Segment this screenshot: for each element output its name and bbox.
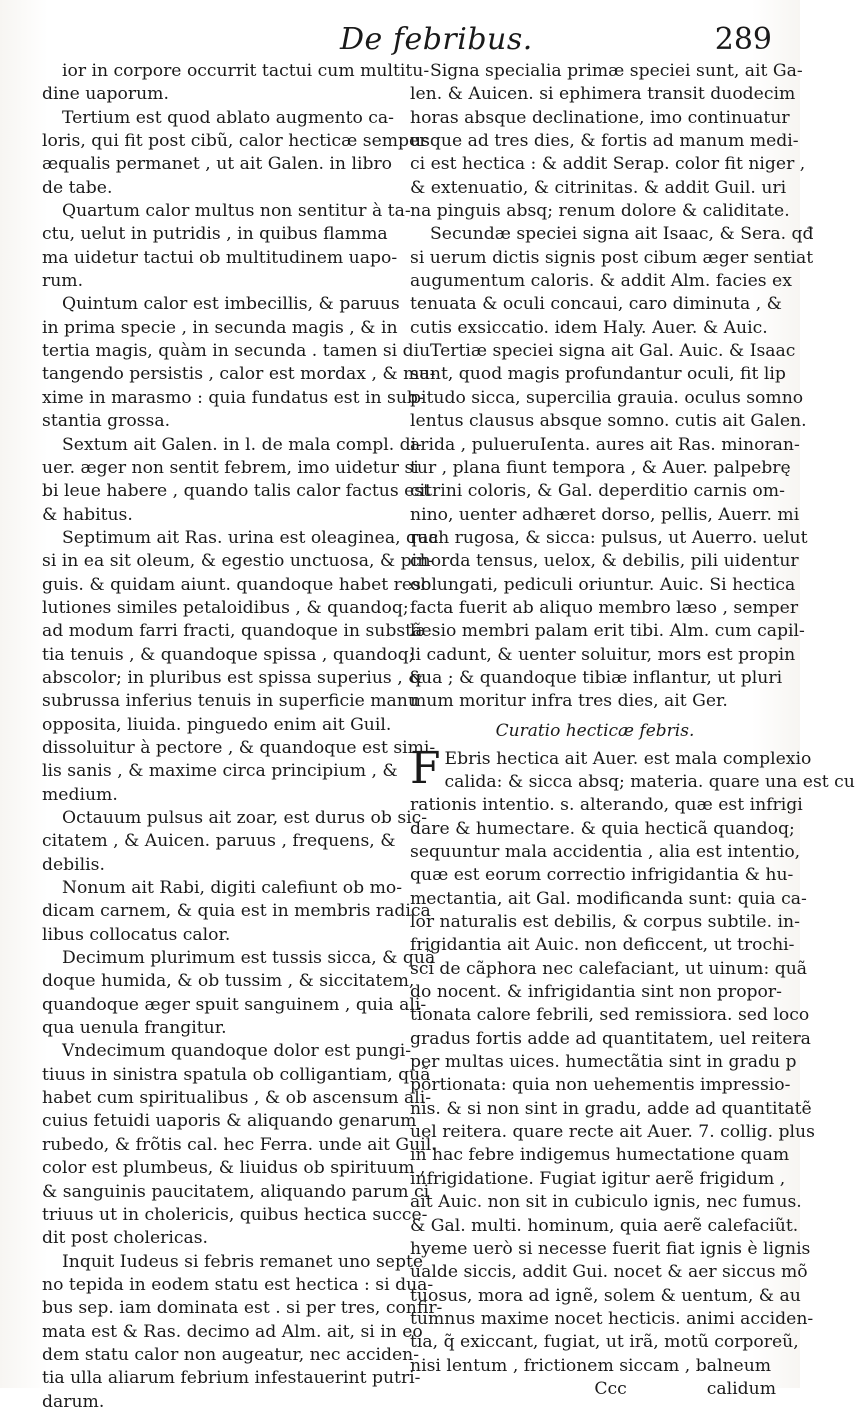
text-line: mectantia, ait Gal. modificanda sunt: quia ca- xyxy=(410,888,807,909)
text-line: lentus clausus absque somno. cutis ait Galen. xyxy=(410,411,807,432)
text-line: darum. xyxy=(42,1391,105,1412)
text-line: loris, qui fit post cibũ, calor hecticæ semper xyxy=(42,131,428,152)
text-line: rum. xyxy=(42,271,84,292)
text-line: sequuntur mala accidentia , alia est intentio, xyxy=(410,842,801,862)
text-line: infrigidatione. Fugiat igitur aerẽ frigidum , xyxy=(410,1168,786,1189)
text-line: Secundæ speciei signa ait Isaac, & Sera. qđ xyxy=(430,224,814,245)
text-line: lor naturalis est debilis, & corpus subtile. in- xyxy=(410,912,800,933)
text-line: tertia magis, quàm in secunda . tamen si diu xyxy=(42,341,431,362)
text-line: hyeme uerò si necesse fuerit fiat ignis è lignis xyxy=(410,1238,811,1259)
text-line: Nonum ait Rabi, digiti calefiunt ob mo- xyxy=(62,878,403,899)
text-line: Decimum plurimum est tussis sicca, & quã xyxy=(62,948,436,969)
text-line: ctu, uelut in putridis , in quibus flamma xyxy=(42,224,388,245)
text-line: in prima specie , in secunda magis , & in xyxy=(42,317,398,338)
text-line: opposita, liuida. pinguedo enim ait Guil. xyxy=(42,714,392,735)
text-line: dit post cholericas. xyxy=(42,1228,208,1249)
text-line: xime in marasmo : quia fundatus est in sub- xyxy=(42,387,424,408)
text-line: len. & Auicen. si ephimera transit duodecim xyxy=(410,84,796,105)
text-line: rach rugosa, & sicca: pulsus, ut Auerro. uelut xyxy=(410,527,808,548)
text-line: Tertium est quod ablato augmento ca- xyxy=(62,107,394,128)
paragraph xyxy=(410,340,808,714)
text-line: rubedo, & frõtis cal. hec Ferra. unde ait Guil. xyxy=(42,1134,437,1155)
text-line: qua ; & quandoque tibiæ inflantur, ut pluri xyxy=(410,667,783,688)
text-line: dine uaporum. xyxy=(42,84,169,105)
page-header xyxy=(0,22,800,62)
text-line: Signa specialia primæ speciei sunt, ait Ga- xyxy=(430,61,803,81)
text-line: Quartum calor multus non sentitur à ta- xyxy=(62,201,411,222)
text-line: do nocent. & infrigidantia sint non propor- xyxy=(410,982,782,1003)
text-line: abscolor; in pluribus est spissa superius , & xyxy=(42,667,424,688)
text-line: Octauum pulsus ait zoar, est durus ob sic- xyxy=(62,808,428,828)
text-line: Tertiæ speciei signa ait Gal. Auic. & Isaac xyxy=(430,341,796,362)
paragraph xyxy=(42,527,439,807)
text-line: tangendo persistis , calor est mordax , & ma- xyxy=(42,364,436,385)
paragraph xyxy=(42,807,428,877)
text-line: dare & humectare. & quia hecticã quandoq; xyxy=(410,818,795,839)
paragraph xyxy=(42,200,412,293)
text-line: ma uidetur tactui ob multitudinem uapo- xyxy=(42,247,398,268)
text-line: & sanguinis paucitatem, aliquando parum ci xyxy=(42,1181,430,1202)
text-line: Septimum ait Ras. urina est oleaginea, qua xyxy=(62,527,439,548)
text-line: nino, uenter adhæret dorso, pellis, Auerr. mi xyxy=(410,504,800,525)
text-line: ad modum farri fracti, quandoque in substã xyxy=(42,621,423,642)
text-line: quandoque æger spuit sanguinem , quia ali- xyxy=(42,994,427,1015)
text-line: tia ulla aliarum febrium infestauerint putri- xyxy=(42,1368,421,1389)
text-line: quæ est eorum correctio infrigidantia & hu- xyxy=(410,865,794,886)
text-line: sunt, quod magis profundantur oculi, fit lip xyxy=(410,364,786,385)
paragraph xyxy=(42,434,431,527)
text-line: mata est & Ras. decimo ad Alm. ait, si in eo xyxy=(42,1321,423,1342)
text-line: dicam carnem, & quia est in membris radica xyxy=(42,901,431,922)
text-line: citatem , & Auicen. paruus , frequens, & xyxy=(42,831,396,852)
text-line: no tepida in eodem statu est hectica : si dua- xyxy=(42,1274,434,1295)
text-line: na pinguis absq; renum dolore & caliditate. xyxy=(410,201,790,222)
running-title: De febribus. xyxy=(340,22,533,57)
paragraph xyxy=(410,223,814,340)
text-line: habet cum spiritualibus , & ob ascensum ali- xyxy=(42,1088,432,1109)
text-line: guis. & quidam aiunt. quandoque habet reso xyxy=(42,574,432,595)
text-line: tenuata & oculi concaui, caro diminuta , & xyxy=(410,294,782,315)
text-line: de tabe. xyxy=(42,177,113,198)
text-line: nisi lentum , frictionem siccam , balneum xyxy=(410,1355,772,1376)
signature-line xyxy=(410,1378,780,1401)
text-line: & Gal. multi. hominum, quia aerẽ calefaciũt. xyxy=(410,1215,799,1236)
text-line: tur , plana fiunt tempora , & Auer. palpebrę xyxy=(410,457,791,478)
text-line: æqualis permanet , ut ait Galen. in libro xyxy=(42,154,393,175)
text-line: gradus fortis adde ad quantitatem, uel reitera xyxy=(410,1028,811,1049)
text-line: ci est hectica : & addit Serap. color fit niger , xyxy=(410,154,806,175)
text-line: uel reitera. quare recte ait Auer. 7. collig. plus xyxy=(410,1122,815,1143)
text-line: ualde siccis, addit Gui. nocet & aer siccus mõ xyxy=(410,1262,808,1283)
catchword: calidum xyxy=(706,1378,776,1399)
text-line: subrussa inferius tenuis in superficie manu xyxy=(42,691,419,712)
text-line: & habitus. xyxy=(42,504,133,525)
text-line: læsio membri palam erit tibi. Alm. cum capil- xyxy=(410,621,805,642)
initial-letter: F xyxy=(410,742,441,794)
text-line: Ebris hectica ait Auer. est mala complexio xyxy=(444,748,812,769)
text-line: bus sep. iam dominata est . si per tres, confir- xyxy=(42,1298,443,1319)
text-line: Inquit Iudeus si febris remanet uno septe xyxy=(62,1251,424,1272)
text-line: & extenuatio, & citrinitas. & addit Guil. uri xyxy=(410,177,787,198)
text-line: tia, q̃ exiccant, fugiat, ut irã, motũ corporeũ, xyxy=(410,1332,799,1353)
text-line: cuius fetuidi uaporis & aliquando genarum xyxy=(42,1111,417,1132)
text-line: sci de cãphora nec calefaciant, ut uinum: quã xyxy=(410,958,808,979)
section-heading: Curatio hecticæ febris. xyxy=(495,720,695,741)
text-line: cutis exsiccatio. idem Haly. Auer. & Auic. xyxy=(410,317,768,338)
text-line: si in ea sit oleum, & egestio unctuosa, & pin- xyxy=(42,551,435,572)
text-line: tia tenuis , & quandoque spissa , quandoq; xyxy=(42,644,415,665)
paragraph xyxy=(42,293,436,433)
page-number: 289 xyxy=(714,22,772,57)
text-line: tionata calore febrili, sed remissiora. sed loco xyxy=(410,1005,810,1026)
text-line: Vndecimum quandoque dolor est pungi- xyxy=(62,1041,412,1062)
right-column xyxy=(410,60,855,1401)
text-line: lutiones similes petaloidibus , & quandoq; xyxy=(42,597,409,618)
paragraph xyxy=(42,1040,437,1250)
text-line: nis. & si non sint in gradu, adde ad quantitatẽ xyxy=(410,1098,812,1119)
text-line: mum moritur infra tres dies, ait Ger. xyxy=(410,691,728,712)
text-line: triuus ut in cholericis, quibus hectica succe- xyxy=(42,1204,428,1225)
text-line: qua uenula frangitur. xyxy=(42,1018,227,1039)
text-line: horas absque declinatione, imo continuatur xyxy=(410,107,790,128)
text-line: uer. æger non sentit febrem, imo uidetur si xyxy=(42,457,419,478)
text-line: citrini coloris, & Gal. deperditio carnis om- xyxy=(410,481,785,502)
paragraph xyxy=(42,947,436,1040)
text-line: Quintum calor est imbecillis, & paruus xyxy=(62,294,400,315)
paragraph xyxy=(410,60,806,223)
text-line: stantia grossa. xyxy=(42,411,171,432)
text-line: color est plumbeus, & liuidus ob spirituum , xyxy=(42,1158,426,1179)
text-line: calida: & sicca absq; materia. quare una est cu xyxy=(444,771,855,792)
text-line: bi leue habere , quando talis calor factus est xyxy=(42,481,431,502)
signature-mark: Ccc xyxy=(594,1378,627,1399)
text-line: in hac febre indigemus humectatione quam xyxy=(410,1145,790,1166)
text-line: Sextum ait Galen. in l. de mala compl. di- xyxy=(62,434,422,455)
text-line: ait Auic. non sit in cubiculo ignis, nec fumus. xyxy=(410,1192,802,1213)
paragraph xyxy=(42,877,431,947)
text-line: rationis intentio. s. alterando, quæ est infrigi xyxy=(410,795,803,816)
text-line: facta fuerit ab aliquo membro læso , semper xyxy=(410,597,799,618)
text-line: tuosus, mora ad ignẽ, solem & uentum, & au xyxy=(410,1285,801,1306)
text-line: portionata: quia non uehementis impressio- xyxy=(410,1075,791,1096)
text-line: chorda tensus, uelox, & debilis, pili uidentur xyxy=(410,551,799,572)
text-line: libus collocatus calor. xyxy=(42,924,231,945)
text-line: usque ad tres dies, & fortis ad manum medi- xyxy=(410,131,799,152)
text-line: arida , pulueruIenta. aures ait Ras. minoran- xyxy=(410,434,800,455)
text-line: tumnus maxime nocet hecticis. animi acciden- xyxy=(410,1308,814,1329)
text-line: si uerum dictis signis post cibum æger sentiat xyxy=(410,247,814,268)
paragraph xyxy=(42,107,428,200)
text-line: lis sanis , & maxime circa principium , & xyxy=(42,761,398,782)
text-line: doque humida, & ob tussim , & siccitatem, xyxy=(42,971,415,992)
text-line: li cadunt, & uenter soluitur, mors est propin xyxy=(410,644,796,665)
paragraph xyxy=(42,60,430,107)
text-line: debilis. xyxy=(42,854,105,875)
text-line: frigidantia ait Auic. non deficcent, ut trochi- xyxy=(410,935,795,956)
paragraph xyxy=(410,742,855,1378)
text-line: dissoluitur à pectore , & quandoque est simi- xyxy=(42,737,436,758)
text-line: augumentum caloris. & addit Alm. facies ex xyxy=(410,271,792,292)
text-line: dem statu calor non augeatur, nec acciden- xyxy=(42,1344,420,1365)
paragraph xyxy=(42,1251,443,1414)
text-line: oblungati, pediculi oriuntur. Auic. Si hectica xyxy=(410,574,796,595)
text-line: medium. xyxy=(42,784,118,805)
text-line: tiuus in sinistra spatula ob colligantiam, quã xyxy=(42,1064,431,1085)
text-line: per multas uices. humectãtia sint in gradu p xyxy=(410,1052,797,1073)
text-line: ior in corpore occurrit tactui cum multitu- xyxy=(62,61,430,81)
left-column xyxy=(42,60,443,1414)
text-line: pitudo sicca, supercilia grauia. oculus somno xyxy=(410,387,804,408)
